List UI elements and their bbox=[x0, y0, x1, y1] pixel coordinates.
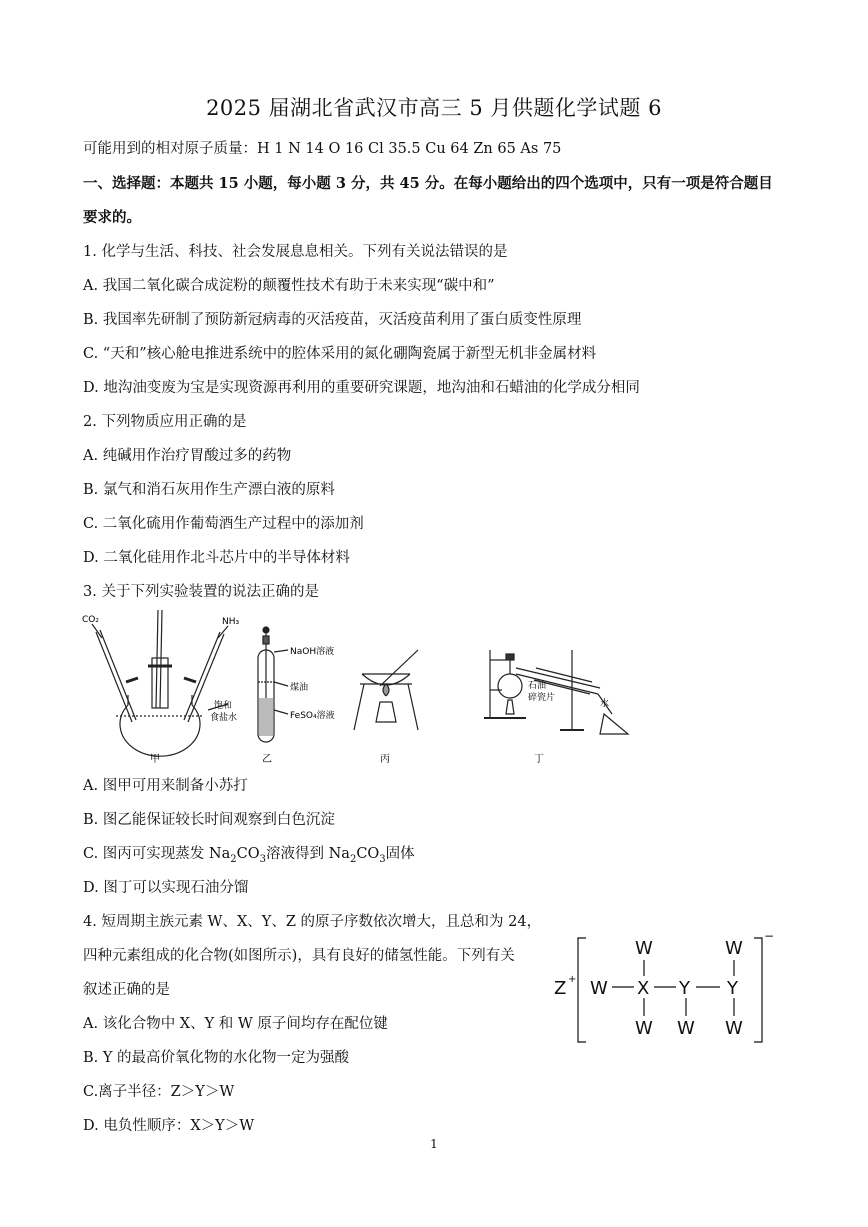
label-bing: 丙 bbox=[380, 754, 390, 765]
struct-z: Z bbox=[554, 978, 567, 999]
label-kerosene: 煤油 bbox=[290, 683, 309, 693]
label-co2: CO₂ bbox=[82, 615, 99, 625]
q4-option-a: A. 该化合物中 X、Y 和 W 原子间均存在配位键 bbox=[83, 1016, 388, 1032]
struct-w-bottom1: W bbox=[635, 1018, 653, 1039]
section-heading-line1: 一、选择题：本题共 15 小题，每小题 3 分，共 45 分。在每小题给出的四个选项中，只有一项是符合题目 bbox=[83, 175, 773, 192]
section-heading-line2: 要求的。 bbox=[83, 209, 141, 226]
struct-w-bottom2: W bbox=[677, 1018, 695, 1039]
struct-plus: + bbox=[568, 974, 577, 985]
q2-option-a: A. 纯碱用作治疗胃酸过多的药物 bbox=[83, 448, 292, 464]
q3-option-d: D. 图丁可以实现石油分馏 bbox=[83, 880, 249, 896]
q3-stem: 3. 关于下列实验装置的说法正确的是 bbox=[83, 584, 319, 600]
label-saturated: 饱和 bbox=[214, 701, 233, 711]
label-jia: 甲 bbox=[150, 754, 160, 765]
label-porcelain: 碎瓷片 bbox=[528, 693, 556, 703]
struct-minus: − bbox=[764, 930, 775, 943]
apparatus-figure bbox=[80, 610, 640, 770]
struct-w-top2: W bbox=[725, 938, 743, 959]
q3-option-a: A. 图甲可用来制备小苏打 bbox=[83, 778, 248, 794]
struct-w-left: W bbox=[590, 978, 608, 999]
q2-option-c: C. 二氧化硫用作葡萄酒生产过程中的添加剂 bbox=[83, 516, 364, 532]
q1-option-c: C. “天和”核心舱电推进系统中的腔体采用的氮化硼陶瓷属于新型无机非金属材料 bbox=[83, 346, 597, 362]
label-yi: 乙 bbox=[262, 754, 272, 765]
q4-stem-line3: 叙述正确的是 bbox=[83, 982, 170, 998]
q2-stem: 2. 下列物质应用正确的是 bbox=[83, 414, 247, 430]
label-brine: 食盐水 bbox=[210, 713, 238, 723]
label-naoh: NaOH溶液 bbox=[290, 647, 335, 657]
label-feso4: FeSO₄溶液 bbox=[290, 711, 335, 721]
q1-option-b: B. 我国率先研制了预防新冠病毒的灭活疫苗，灭活疫苗利用了蛋白质变性原理 bbox=[83, 312, 582, 328]
q4-option-d: D. 电负性顺序：X＞Y＞W bbox=[83, 1118, 255, 1134]
label-water: 水 bbox=[600, 699, 610, 709]
struct-y2: Y bbox=[727, 978, 738, 999]
page-number: 1 bbox=[430, 1137, 438, 1151]
label-ding: 丁 bbox=[534, 754, 544, 765]
q2-option-d: D. 二氧化硅用作北斗芯片中的半导体材料 bbox=[83, 550, 350, 566]
q3-option-b: B. 图乙能保证较长时间观察到白色沉淀 bbox=[83, 812, 335, 828]
q4-option-c: C.离子半径：Z＞Y＞W bbox=[83, 1084, 235, 1100]
q1-stem: 1. 化学与生活、科技、社会发展息息相关。下列有关说法错误的是 bbox=[83, 244, 508, 260]
q4-stem-line2: 四种元素组成的化合物(如图所示)，具有良好的储氢性能。下列有关 bbox=[83, 948, 515, 964]
label-nh3: NH₃ bbox=[222, 617, 240, 627]
atomic-masses: 可能用到的相对原子质量：H 1 N 14 O 16 Cl 35.5 Cu 64 Zn 65 As 75 bbox=[83, 141, 562, 157]
q4-stem-line1: 4. 短周期主族元素 W、X、Y、Z 的原子序数依次增大，且总和为 24， bbox=[83, 914, 542, 930]
q4-option-b: B. Y 的最高价氧化物的水化物一定为强酸 bbox=[83, 1050, 350, 1066]
q2-option-b: B. 氯气和消石灰用作生产漂白液的原料 bbox=[83, 482, 335, 498]
label-oil: 石油 bbox=[528, 681, 547, 691]
q1-option-a: A. 我国二氧化碳合成淀粉的颠覆性技术有助于未来实现“碳中和” bbox=[83, 278, 495, 294]
q3-option-c: C. 图丙可实现蒸发 $Na_2CO_3$溶液得到 $Na_2CO_3$固体 bbox=[83, 846, 415, 865]
struct-x: X bbox=[637, 978, 650, 999]
structure-diagram bbox=[550, 930, 790, 1050]
q1-option-d: D. 地沟油变废为宝是实现资源再利用的重要研究课题，地沟油和石蜡油的化学成分相同 bbox=[83, 380, 640, 396]
struct-w-bottom3: W bbox=[725, 1018, 743, 1039]
struct-y1: Y bbox=[679, 978, 690, 999]
struct-w-top1: W bbox=[635, 938, 653, 959]
page-title: 2025 届湖北省武汉市高三 5 月供题化学试题 6 bbox=[206, 96, 662, 120]
